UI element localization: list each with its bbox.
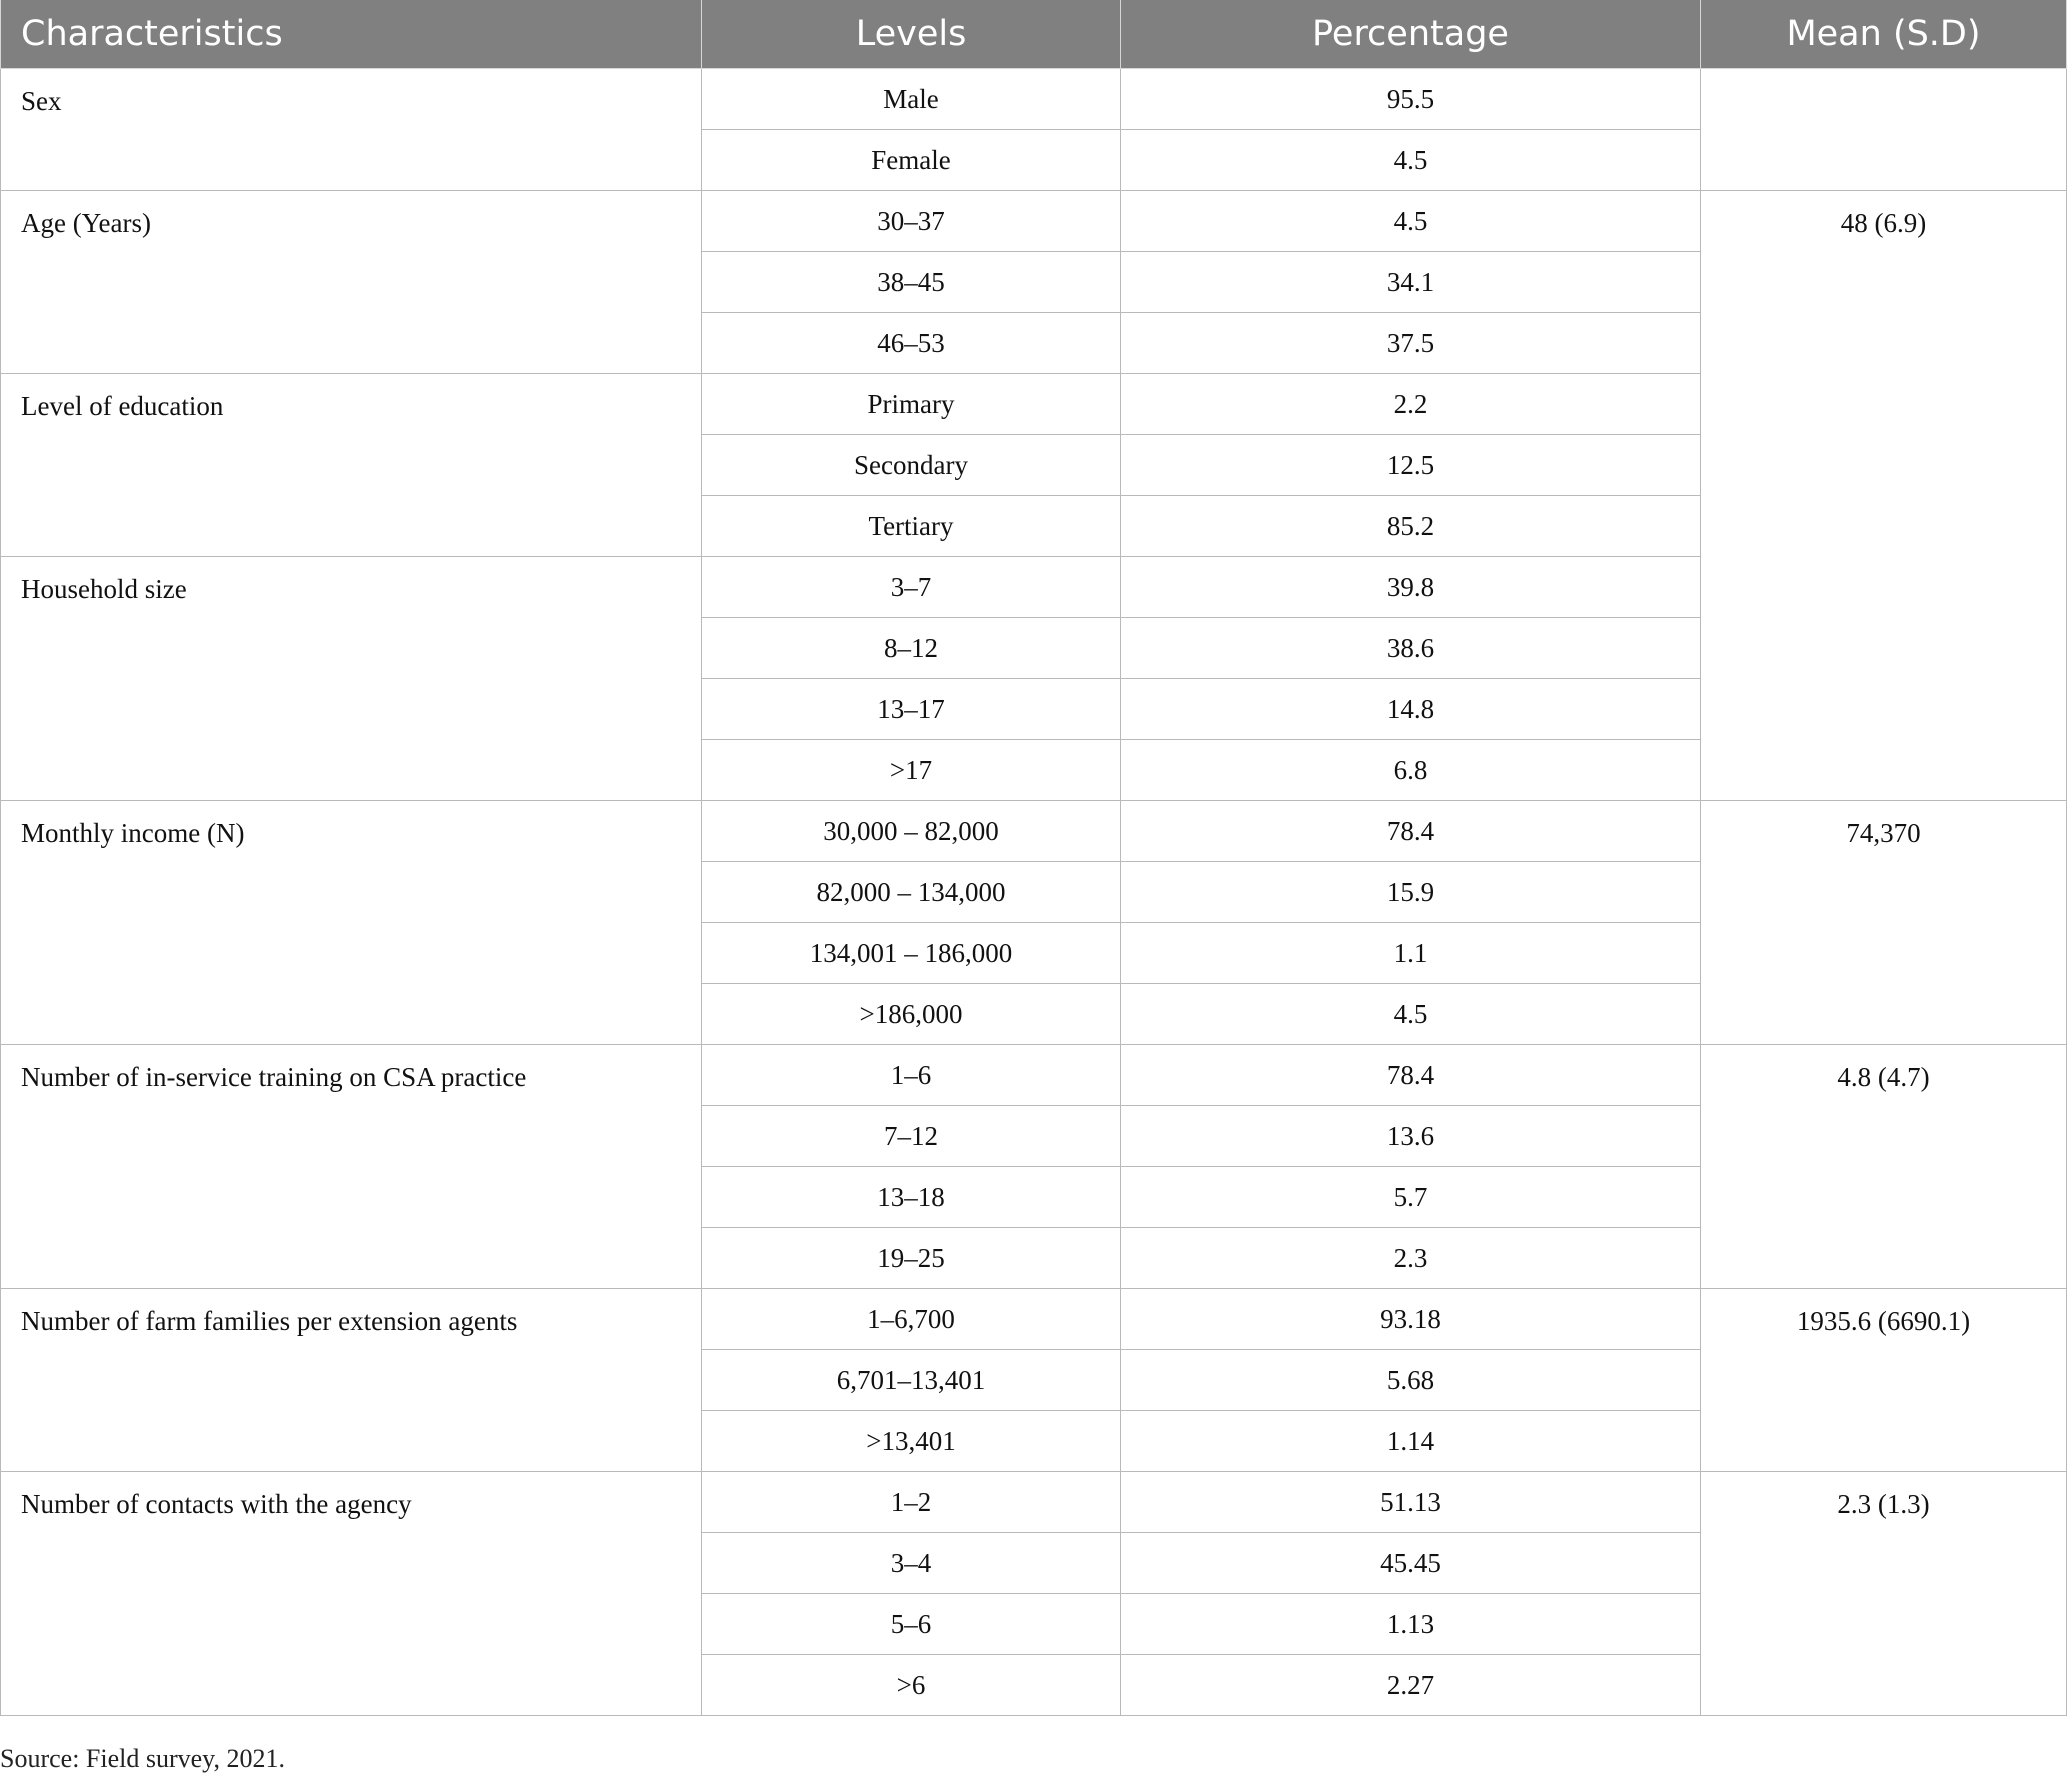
group-label: Number of farm families per extension agents: [1, 1289, 702, 1472]
level-cell: 19–25: [702, 1228, 1121, 1289]
percentage-cell: 51.13: [1121, 1472, 1701, 1533]
percentage-cell: 1.1: [1121, 923, 1701, 984]
group-label: Sex: [1, 69, 702, 191]
mean-cell: 48 (6.9): [1701, 191, 2067, 801]
header-percentage: Percentage: [1121, 0, 1701, 69]
level-cell: 1–6: [702, 1045, 1121, 1106]
table-row: [1, 1472, 2067, 1533]
level-cell: 6,701–13,401: [702, 1350, 1121, 1411]
level-cell: 1–6,700: [702, 1289, 1121, 1350]
percentage-cell: 39.8: [1121, 557, 1701, 618]
level-cell: 38–45: [702, 252, 1121, 313]
table-row: [1, 191, 2067, 252]
table-row: [1, 1045, 2067, 1106]
percentage-cell: 1.13: [1121, 1594, 1701, 1655]
level-cell: Male: [702, 69, 1121, 130]
level-cell: >17: [702, 740, 1121, 801]
percentage-cell: 45.45: [1121, 1533, 1701, 1594]
percentage-cell: 34.1: [1121, 252, 1701, 313]
level-cell: Primary: [702, 374, 1121, 435]
level-cell: Female: [702, 130, 1121, 191]
level-cell: 30–37: [702, 191, 1121, 252]
level-cell: 46–53: [702, 313, 1121, 374]
header-characteristics: Characteristics: [1, 0, 702, 69]
percentage-cell: 6.8: [1121, 740, 1701, 801]
mean-cell: 4.8 (4.7): [1701, 1045, 2067, 1289]
percentage-cell: 78.4: [1121, 1045, 1701, 1106]
level-cell: 13–18: [702, 1167, 1121, 1228]
percentage-cell: 1.14: [1121, 1411, 1701, 1472]
level-cell: 5–6: [702, 1594, 1121, 1655]
group-label: Level of education: [1, 374, 702, 557]
table-row: [1, 801, 2067, 862]
group-label: Number of in-service training on CSA practice: [1, 1045, 702, 1289]
percentage-cell: 4.5: [1121, 130, 1701, 191]
percentage-cell: 2.3: [1121, 1228, 1701, 1289]
level-cell: 82,000 – 134,000: [702, 862, 1121, 923]
group-label: Age (Years): [1, 191, 702, 374]
level-cell: >13,401: [702, 1411, 1121, 1472]
level-cell: Tertiary: [702, 496, 1121, 557]
header-levels: Levels: [702, 0, 1121, 69]
percentage-cell: 2.27: [1121, 1655, 1701, 1716]
mean-cell: 74,370: [1701, 801, 2067, 1045]
level-cell: 8–12: [702, 618, 1121, 679]
header-mean: Mean (S.D): [1701, 0, 2067, 69]
percentage-cell: 4.5: [1121, 984, 1701, 1045]
level-cell: 1–2: [702, 1472, 1121, 1533]
group-label: Monthly income (N): [1, 801, 702, 1045]
level-cell: 7–12: [702, 1106, 1121, 1167]
mean-cell-empty: [1701, 69, 2067, 191]
table-row: [1, 1289, 2067, 1350]
mean-cell: 1935.6 (6690.1): [1701, 1289, 2067, 1472]
percentage-cell: 5.68: [1121, 1350, 1701, 1411]
source-note: Source: Field survey, 2021.: [0, 1744, 285, 1773]
percentage-cell: 2.2: [1121, 374, 1701, 435]
percentage-cell: 15.9: [1121, 862, 1701, 923]
level-cell: >186,000: [702, 984, 1121, 1045]
percentage-cell: 5.7: [1121, 1167, 1701, 1228]
percentage-cell: 95.5: [1121, 69, 1701, 130]
level-cell: >6: [702, 1655, 1121, 1716]
group-label: Number of contacts with the agency: [1, 1472, 702, 1716]
level-cell: Secondary: [702, 435, 1121, 496]
percentage-cell: 78.4: [1121, 801, 1701, 862]
percentage-cell: 37.5: [1121, 313, 1701, 374]
percentage-cell: 14.8: [1121, 679, 1701, 740]
percentage-cell: 93.18: [1121, 1289, 1701, 1350]
table-header-row: [1, 0, 2067, 69]
level-cell: 3–7: [702, 557, 1121, 618]
level-cell: 134,001 – 186,000: [702, 923, 1121, 984]
table-row: [1, 69, 2067, 130]
percentage-cell: 38.6: [1121, 618, 1701, 679]
mean-cell: 2.3 (1.3): [1701, 1472, 2067, 1716]
level-cell: 30,000 – 82,000: [702, 801, 1121, 862]
percentage-cell: 13.6: [1121, 1106, 1701, 1167]
group-label: Household size: [1, 557, 702, 801]
level-cell: 13–17: [702, 679, 1121, 740]
percentage-cell: 4.5: [1121, 191, 1701, 252]
percentage-cell: 12.5: [1121, 435, 1701, 496]
level-cell: 3–4: [702, 1533, 1121, 1594]
percentage-cell: 85.2: [1121, 496, 1701, 557]
